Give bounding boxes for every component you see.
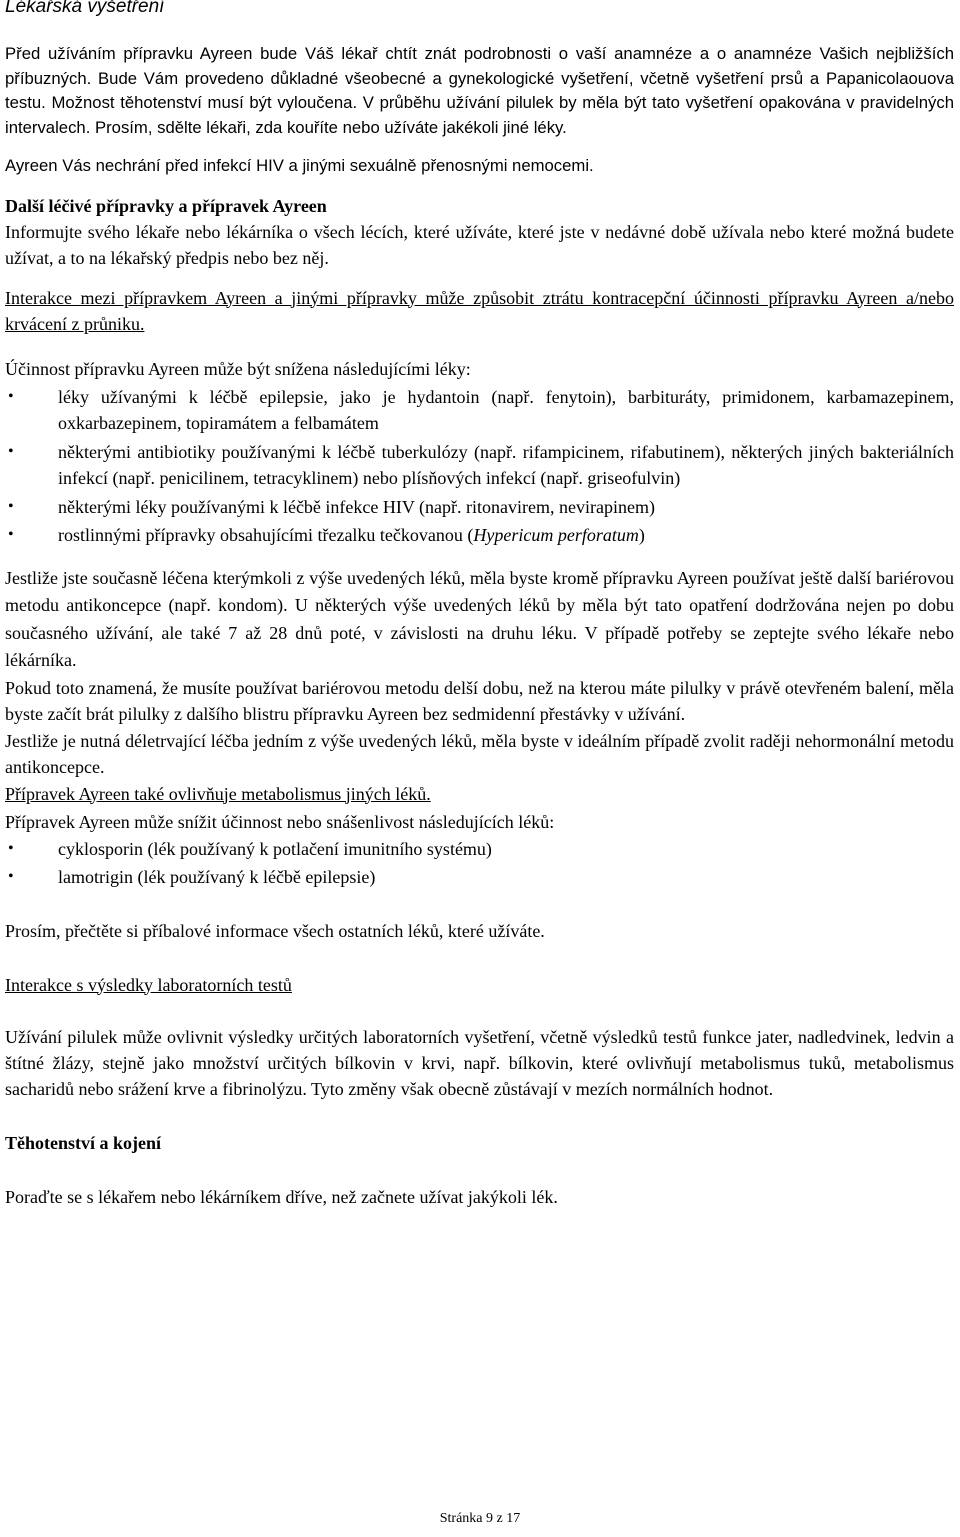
page-number: Stránka 9 z 17 xyxy=(439,1511,521,1526)
list-item xyxy=(5,494,954,521)
list-item-text: lamotrigin (lék používaný k léčbě epilepsie) xyxy=(58,866,376,887)
bullet-icon: • xyxy=(8,526,14,543)
bullet-icon: • xyxy=(8,867,14,885)
lab-heading: Interakce s výsledky laboratorních testů xyxy=(5,974,292,995)
bullet-icon: • xyxy=(8,497,14,515)
section-title: Lékařská vyšetření xyxy=(5,0,165,17)
list-item xyxy=(5,439,954,492)
exam-paragraph: Před užíváním přípravku Ayreen bude Váš lékař chtít znát podrobnosti o vaší anamnéze a o anamnéze Vašich nejbližších příbuzných. Bude Vám provedeno důkladné všeobecné a gynekologické vyšetření, včetně vyšetření prsů a Papanicolaouova testu. Možnost těhotenství musí být vyloučena. V průběhu užívání pilulek by měla být tato vyšetření opakována v pravidelných intervalech. Prosím, sdělte lékaři, zda kouříte nebo užíváte jakékoli jiné léky. xyxy=(5,44,954,137)
list-item-text: některými léky používanými k léčbě infekce HIV (např. ritonavirem, nevirapinem) xyxy=(58,496,655,517)
latin-name: Hypericum perforatum xyxy=(473,525,639,545)
pregnancy-paragraph: Poraďte se s lékařem nebo lékárníkem dříve, než začnete užívat jakýkoli lék. xyxy=(5,1186,558,1207)
pregnancy-heading: Těhotenství a kojení xyxy=(5,1132,162,1153)
list-item-text: některými antibiotiky používanými k léčbě tuberkulózy (např. rifampicinem, rifabutinem), některých jiných bakteriálních infekcí (např. penicilinem, tetracyklinem) nebo plísňových infekcí (např. griseofulvin) xyxy=(58,441,954,488)
read-info-paragraph: Prosím, přečtěte si příbalové informace všech ostatních léků, které užíváte. xyxy=(5,920,545,941)
bullet-icon: • xyxy=(8,839,14,857)
list-item xyxy=(5,863,954,891)
list-item xyxy=(5,384,954,437)
list-item-text: rostlinnými přípravky obsahujícími třezalku tečkovanou ( xyxy=(58,525,474,545)
list-item-text: cyklosporin (lék používaný k potlačení imunitního systému) xyxy=(58,838,492,859)
list-item xyxy=(5,522,954,549)
barrier-paragraph: Pokud toto znamená, že musíte používat bariérovou metodu delší dobu, než na kterou máte pilulky v právě otevřeném balení, měla byste začít brát pilulky z dalšího blistru přípravku Ayreen bez sedmidenní přestávky v užívání. xyxy=(5,677,954,724)
list-item xyxy=(5,835,954,863)
list-item-text: léky užívanými k léčbě epilepsie, jako je hydantoin (např. fenytoin), barbituráty, primidonem, karbamazepinem, oxkarbazepinem, topiramátem a felbamátem xyxy=(58,386,954,433)
reduce-list xyxy=(5,835,954,891)
interaction-warning: Interakce mezi přípravkem Ayreen a jinými přípravky může způsobit ztrátu kontracepční účinnosti přípravku Ayreen a/nebo krvácení z průniku. xyxy=(5,287,954,334)
other-meds-paragraph: Informujte svého lékaře nebo lékárníka o všech lécích, které užíváte, které jste v nedávné době užívala nebo které možná budete užívat, a to na lékařský předpis nebo bez něj. xyxy=(5,221,954,268)
efficacy-list xyxy=(5,384,954,549)
bullet-icon: • xyxy=(8,387,14,405)
metabolism-warning: Přípravek Ayreen také ovlivňuje metabolismus jiných léků. xyxy=(5,783,431,804)
list-item-text: ) xyxy=(638,525,645,545)
longterm-paragraph: Jestliže je nutná déletrvající léčba jedním z výše uvedených léků, měla byste v ideálním případě zvolit raději nehormonální metodu antikoncepce. xyxy=(5,730,954,777)
bullet-icon: • xyxy=(8,442,14,460)
reduce-intro: Přípravek Ayreen může snížit účinnost nebo snášenlivost následujících léků: xyxy=(5,811,555,832)
concurrent-paragraph: Jestliže jste současně léčena kterýmkoli z výše uvedených léků, měla byste kromě přípravku Ayreen používat ještě další bariérovou metodu antikoncepce (např. kondom). U některých výše uvedených léků by měla být tato opatření dodržována nejen po dobu současného užívání, ale také 7 až 28 dnů poté, v závislosti na druhu léku. V případě potřeby se zeptejte svého lékaře nebo lékárníka. xyxy=(5,567,954,670)
hiv-paragraph: Ayreen Vás nechrání před infekcí HIV a jinými sexuálně přenosnými nemocemi. xyxy=(5,156,594,175)
efficacy-intro: Účinnost přípravku Ayreen může být snížena následujícími léky: xyxy=(5,358,471,379)
other-meds-heading: Další léčivé přípravky a přípravek Ayreen xyxy=(5,195,327,216)
lab-paragraph: Užívání pilulek může ovlivnit výsledky určitých laboratorních vyšetření, včetně výsledků testů funkce jater, nadledvinek, ledvin a štítné žlázy, stejně jako množství určitých bílkovin v krvi, např. bílkovin, které ovlivňují metabolismus tuků, metabolismus sacharidů nebo srážení krve a fibrinolýzu. Tyto změny však obecně zůstávají v mezích normálních hodnot. xyxy=(5,1026,954,1099)
